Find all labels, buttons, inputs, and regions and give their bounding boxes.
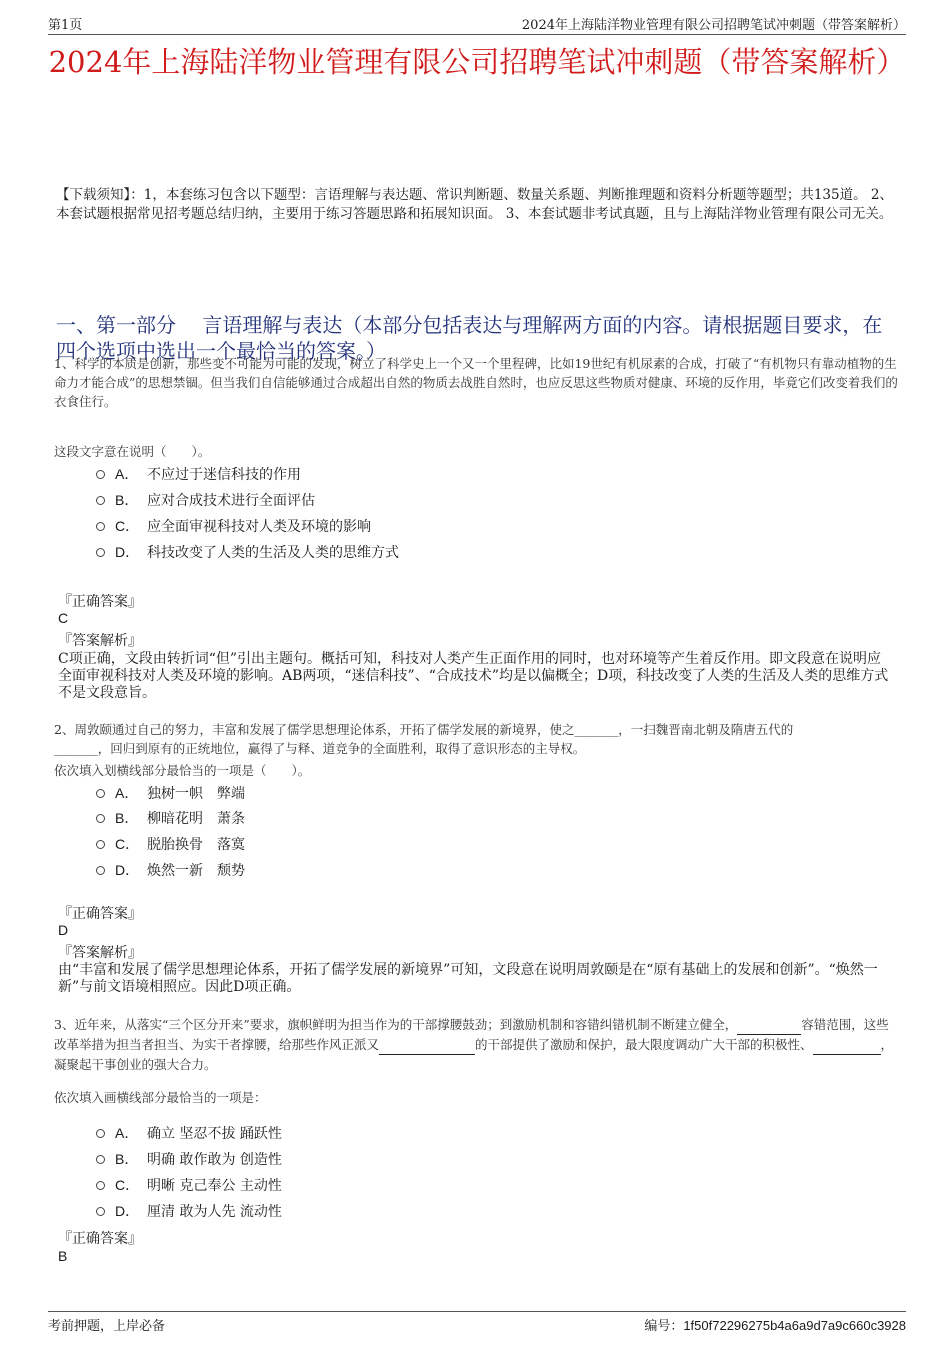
q3-option-c[interactable] [96, 1175, 282, 1195]
radio-icon[interactable] [96, 840, 105, 849]
question-1-text: 1、科学的本质是创新，那些变不可能为可能的发现，树立了科学史上一个又一个里程碑，比如19世纪有机尿素的合成，打破了“有机物只有靠动植物的生命力才能合成”的思想禁锢。但当我们自信能够通过合成超出自然的物质去战胜自然时，也应反思这些物质对健康、环境的反作用，毕竟它们改变着我们的衣食住行。 [54, 356, 898, 409]
option-text: 明晰 克己奉公 主动性 [147, 1178, 282, 1194]
q3-option-a[interactable] [96, 1123, 282, 1143]
radio-icon[interactable] [96, 496, 105, 505]
option-letter: C． [115, 1177, 140, 1193]
option-text: 柳暗花明 萧条 [147, 811, 245, 827]
q1-explanation: C项正确，文段由转折词“但”引出主题句。概括可知，科技对人类产生正面作用的同时，也对环境等产生着反作用。即文段意在说明应全面审视科技对人类及环境的影响。AB两项，“迷信科技”、“合成技术”均是以偏概全；D项，科技改变了人类的生活及人类的思维方式不是文段意旨。 [58, 651, 889, 701]
option-text: 焕然一新 颓势 [147, 863, 245, 879]
explain-label: 『答案解析』 [58, 945, 142, 961]
footer-slogan: 考前押题，上岸必备 [48, 1319, 166, 1334]
q1-option-a[interactable] [96, 464, 301, 484]
q3-option-b[interactable] [96, 1149, 282, 1169]
question-2-text: 2、周敦颐通过自己的努力，丰富和发展了儒学思想理论体系，开拓了儒学发展的新境界，使之_______，一扫魏晋南北朝及隋唐五代的 _______，回归到原有的正统地位，赢得了与释、道竞争的全面胜利，取得了意识形态的主导权。 [54, 722, 794, 756]
option-text: 应对合成技术进行全面评估 [147, 493, 315, 509]
option-letter: C． [115, 518, 140, 534]
q1-answer: C [58, 610, 69, 626]
option-text: 明确 敢作敢为 创造性 [147, 1152, 282, 1168]
question-1-prompt: 这段文字意在说明（ ）。 [54, 444, 211, 459]
option-letter: B． [115, 492, 139, 508]
q3-answer: B [58, 1248, 68, 1264]
option-text: 确立 坚忍不拔 踊跃性 [147, 1126, 282, 1142]
question-3-prompt: 依次填入画横线部分最恰当的一项是： [54, 1090, 267, 1105]
blank-3 [813, 1035, 881, 1055]
option-letter: B． [115, 810, 139, 826]
radio-icon[interactable] [96, 1207, 105, 1216]
q2-option-d[interactable] [96, 860, 245, 880]
explain-label: 『答案解析』 [58, 633, 142, 649]
option-letter: D． [115, 862, 140, 878]
q1-option-c[interactable] [96, 516, 371, 536]
radio-icon[interactable] [96, 1129, 105, 1138]
radio-icon[interactable] [96, 1181, 105, 1190]
document-title: 2024年上海陆洋物业管理有限公司招聘笔试冲刺题（带答案解析） [48, 45, 906, 79]
page-footer [48, 1311, 906, 1334]
answer-label: 『正确答案』 [58, 906, 142, 922]
q3-option-d[interactable] [96, 1201, 282, 1221]
q2-option-a[interactable] [96, 783, 245, 803]
blank-1: _______ [574, 722, 619, 737]
option-letter: C． [115, 836, 140, 852]
q2-explanation: 由“丰富和发展了儒学思想理论体系，开拓了儒学发展的新境界”可知，文段意在说明周敦颐是在“原有基础上的发展和创新”。“焕然一新”与前文语境相照应。因此D项正确。 [58, 962, 878, 995]
question-3-text: 3、近年来，从落实“三个区分开来”要求，旗帜鲜明为担当作为的干部撑腰鼓劲；到激励机制和容错纠错机制不断建立健全， 容错范围，这些改革举措为担当者担当、为实干者撑腰，给那些作风正派又 的干部提供了激励和保护，最大限度调动广大干部的积极性、 ，凝聚起干事创业的强大合力。 [54, 1017, 894, 1072]
blank-2: _______ [54, 741, 98, 756]
option-letter: D． [115, 1203, 140, 1219]
page-header [48, 14, 906, 35]
radio-icon[interactable] [96, 548, 105, 557]
answer-label: 『正确答案』 [58, 594, 142, 610]
q1-option-b[interactable] [96, 490, 315, 510]
option-letter: A． [115, 785, 139, 801]
option-text: 科技改变了人类的生活及人类的思维方式 [147, 545, 399, 561]
option-text: 不应过于迷信科技的作用 [147, 467, 301, 483]
radio-icon[interactable] [96, 1155, 105, 1164]
option-letter: A． [115, 1125, 139, 1141]
option-text: 独树一帜 弊端 [147, 786, 245, 802]
blank-1 [737, 1015, 801, 1035]
option-letter: D． [115, 544, 140, 560]
option-text: 脱胎换骨 落寞 [147, 837, 245, 853]
header-doc-title: 2024年上海陆洋物业管理有限公司招聘笔试冲刺题（带答案解析） [521, 18, 906, 33]
footer-code: 编号：1f50f72296275b4a6a9d7a9c660c3928 [644, 1318, 906, 1334]
radio-icon[interactable] [96, 814, 105, 823]
download-notice: 【下载须知】：1，本套练习包含以下题型：言语理解与表达题、常识判断题、数量关系题、判断推理题和资料分析题等题型；共135道。 2、本套试题根据常见招考题总结归纳，主要用于练习答题思路和拓展知识面。 3、本套试题非考试真题，且与上海陆洋物业管理有限公司无关。 [56, 187, 893, 222]
q1-option-d[interactable] [96, 542, 399, 562]
page-number: 第1页 [48, 18, 83, 33]
option-text: 厘清 敢为人先 流动性 [147, 1204, 282, 1220]
q2-answer: D [58, 922, 69, 938]
answer-label: 『正确答案』 [58, 1231, 142, 1247]
option-letter: A． [115, 466, 139, 482]
question-2-prompt: 依次填入划横线部分最恰当的一项是（ ）。 [54, 763, 311, 778]
blank-2 [379, 1035, 475, 1055]
option-letter: B． [115, 1151, 139, 1167]
section-heading: 一、第一部分 言语理解与表达（本部分包括表达与理解两方面的内容。请根据题目要求，在四个选项中选出一个最恰当的答案。） [56, 313, 883, 363]
radio-icon[interactable] [96, 789, 105, 798]
radio-icon[interactable] [96, 866, 105, 875]
q2-option-c[interactable] [96, 834, 245, 854]
radio-icon[interactable] [96, 522, 105, 531]
option-text: 应全面审视科技对人类及环境的影响 [147, 519, 371, 535]
q2-option-b[interactable] [96, 808, 245, 828]
radio-icon[interactable] [96, 470, 105, 479]
